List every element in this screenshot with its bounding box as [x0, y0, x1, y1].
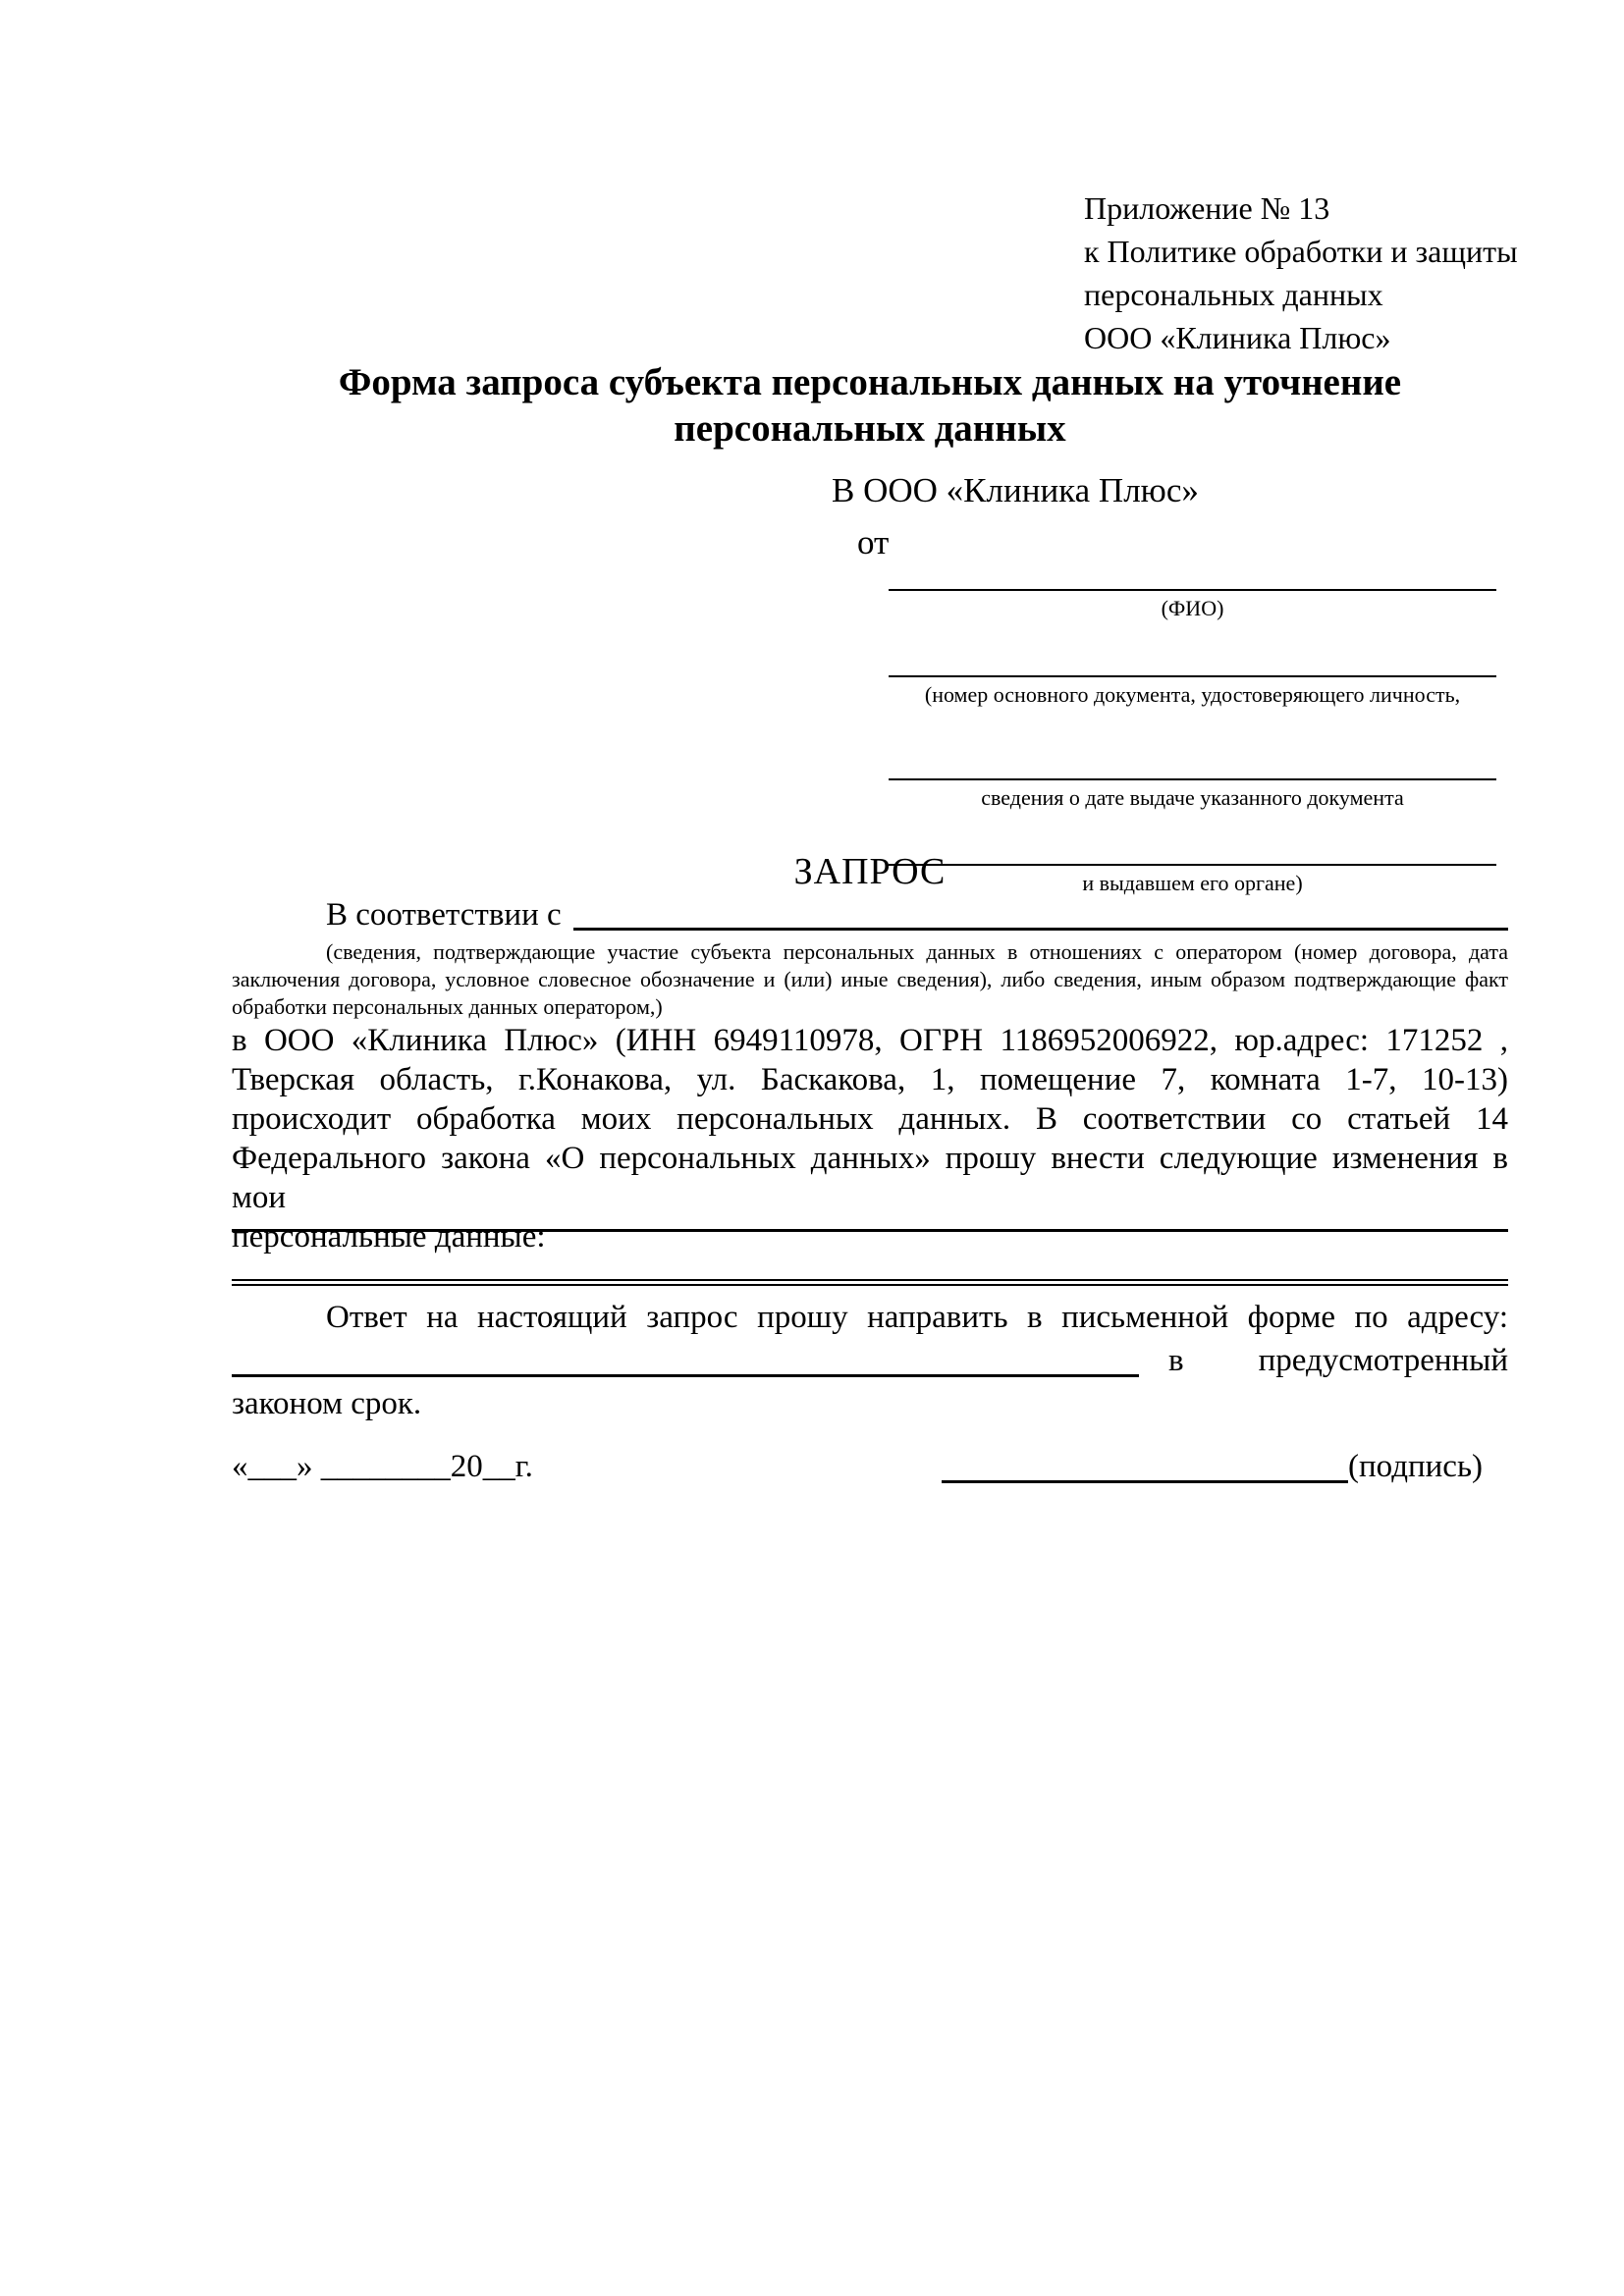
footer-row	[232, 1445, 1508, 1488]
address-input-line[interactable]	[232, 1374, 1139, 1377]
appendix-header	[1084, 187, 1518, 359]
body-line-4: Федерального закона «О персональных данных» прошу внести следующие изменения в мои	[232, 1141, 1508, 1215]
reply-word-2: предусмотренный	[1258, 1343, 1508, 1378]
basis-input-line[interactable]	[573, 928, 1508, 931]
fio-caption: (ФИО)	[1161, 596, 1224, 620]
reply-line-3: законом срок.	[232, 1386, 422, 1421]
fio-input-line[interactable]	[889, 589, 1496, 591]
request-heading: ЗАПРОС	[793, 851, 947, 892]
request-body	[232, 1021, 1508, 1256]
appendix-line-3: персональных данных	[1084, 277, 1383, 312]
issuing-authority-caption: и выдавшем его органе)	[1082, 871, 1303, 895]
changes-input-line-1[interactable]	[232, 1229, 1508, 1232]
reply-word-1: в	[1168, 1343, 1184, 1378]
body-line-1: в ООО «Клиника Плюс» (ИНН 6949110978, ОГРН 1186952006922, юр.адрес: 171252 ,	[232, 1023, 1508, 1058]
page-title-line-1: Форма запроса субъекта персональных данных на уточнение	[338, 361, 1402, 403]
reply-paragraph	[232, 1296, 1508, 1425]
changes-input-line-2[interactable]	[232, 1279, 1508, 1286]
basis-label: В соответствии с	[326, 897, 562, 933]
appendix-line-1: Приложение № 13	[1084, 190, 1330, 226]
document-number-caption: (номер основного документа, удостоверяющего личность,	[924, 682, 1461, 707]
body-line-3: происходит обработка моих персональных данных. В соответствии со статьей 14	[232, 1101, 1508, 1137]
footnote-line-1: (сведения, подтверждающие участие субъекта персональных данных в отношениях с оператором (номер договора, дата	[326, 939, 1508, 964]
body-line-5: персональные данные:	[232, 1219, 546, 1255]
appendix-line-4: ООО «Клиника Плюс»	[1084, 320, 1391, 355]
page-title-line-2: персональных данных	[674, 407, 1066, 450]
document-number-input-line[interactable]	[889, 675, 1496, 677]
page-title	[232, 359, 1508, 452]
basis-footnote	[232, 938, 1508, 1021]
addressee-from-label: от	[857, 523, 890, 561]
reply-line-2	[232, 1339, 1508, 1382]
signature-input-line[interactable]	[942, 1480, 1348, 1483]
signature-group	[942, 1445, 1483, 1488]
date-input[interactable]: «___» ________20__г.	[232, 1449, 533, 1484]
issue-date-caption: сведения о дате выдаче указанного документа	[981, 785, 1404, 810]
basis-row	[232, 893, 1508, 936]
body-line-2: Тверская область, г.Конакова, ул. Баскакова, 1, помещение 7, комната 1-7, 10-13)	[232, 1062, 1508, 1097]
appendix-line-2: к Политике обработки и защиты	[1084, 234, 1518, 269]
footnote-line-2: заключения договора, условное словесное обозначение и (или) иные сведения), либо сведения, иным образом подтверждающие факт	[232, 967, 1508, 991]
reply-line-1: Ответ на настоящий запрос прошу направить в письменной форме по адресу:	[326, 1300, 1508, 1335]
addressee-to: В ООО «Клиника Плюс»	[832, 471, 1199, 509]
signature-caption: (подпись)	[1348, 1449, 1483, 1484]
issue-date-input-line[interactable]	[889, 778, 1496, 780]
footnote-line-3: обработки персональных данных оператором,)	[232, 994, 663, 1019]
